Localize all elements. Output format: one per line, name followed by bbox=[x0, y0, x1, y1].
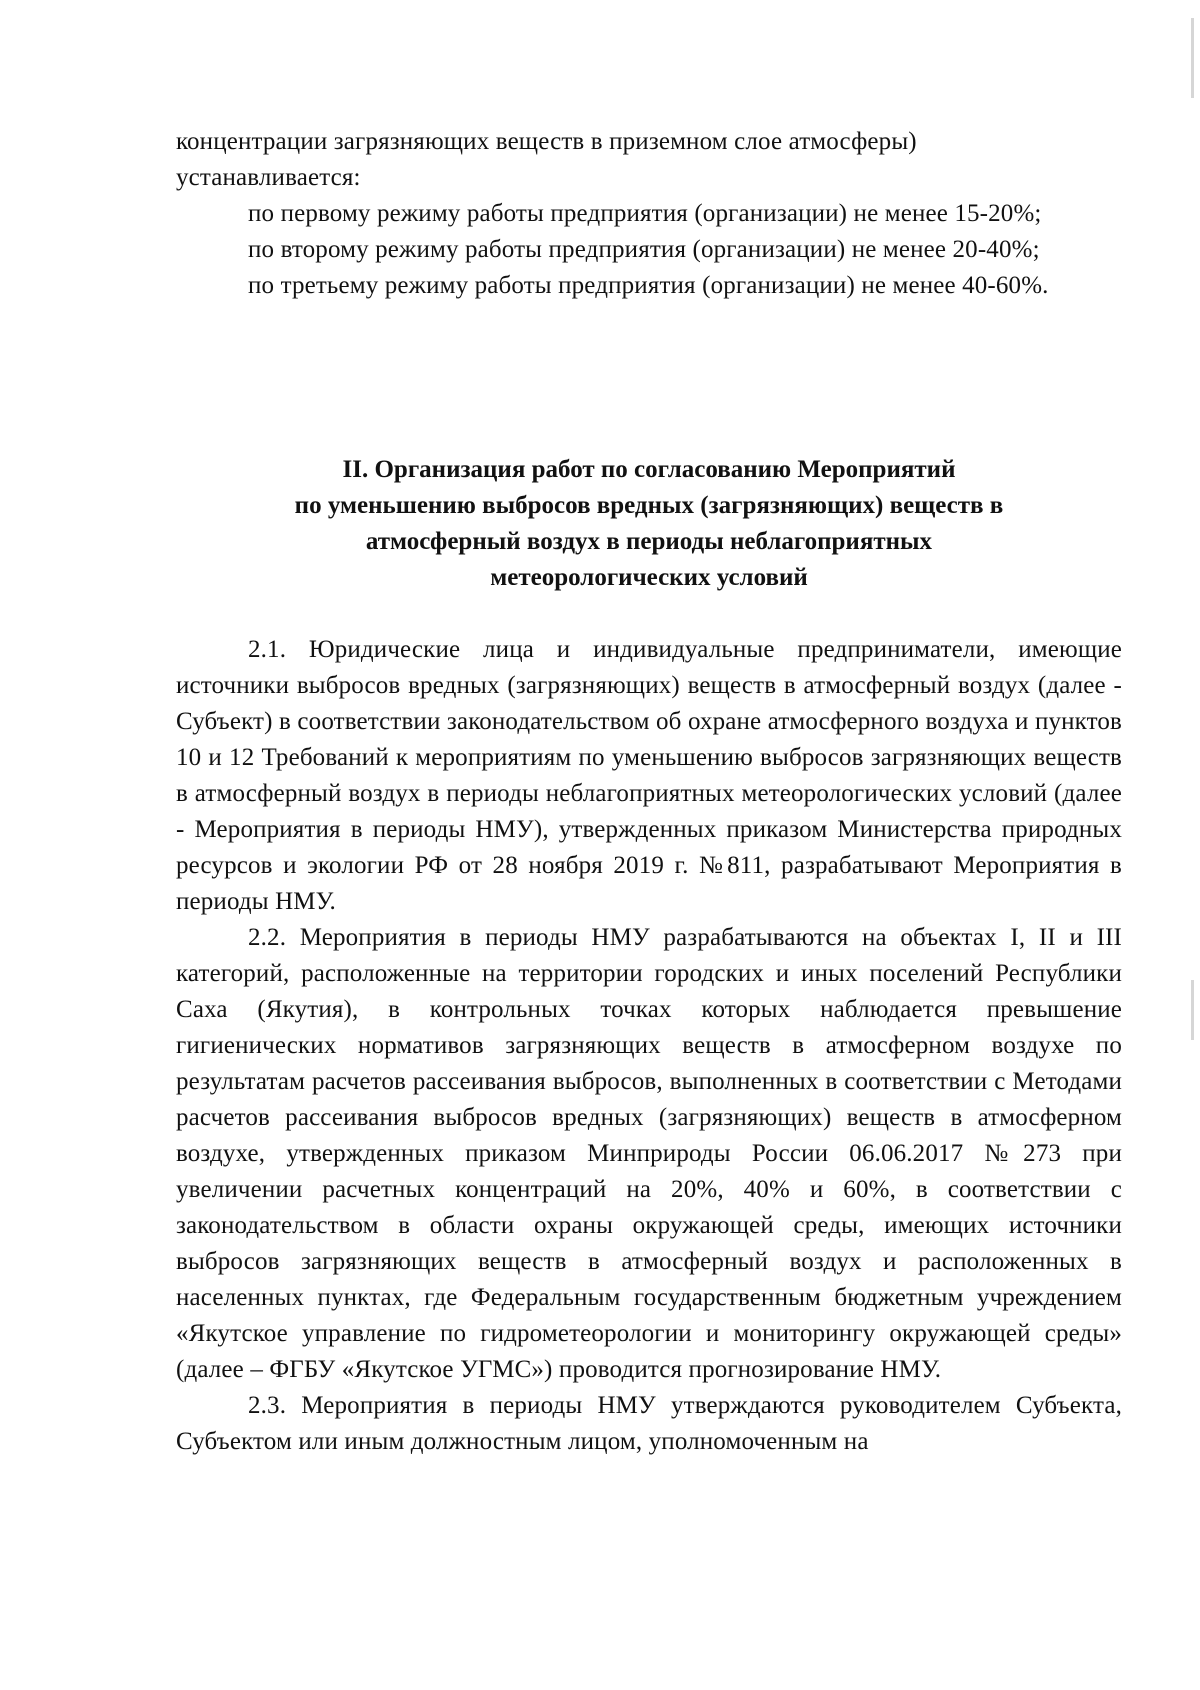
intro-block bbox=[176, 124, 1122, 304]
paragraph-2-3: 2.3. Мероприятия в периоды НМУ утверждаются руководителем Субъекта, Субъектом или иным должностным лицом, уполномоченным на bbox=[176, 1392, 1122, 1455]
paragraph-2-1: 2.1. Юридические лица и индивидуальные предприниматели, имеющие источники выбросов вредных (загрязняющих) веществ в атмосферный воздух (далее - Субъект) в соответствии законодательством об охране атмосферного воздуха и пунктов 10 и 12 Требований к мероприятиям по уменьшению выбросов загрязняющих веществ в атмосферный воздух в периоды неблагоприятных метеорологических условий (далее - Мероприятия в периоды НМУ), утвержденных приказом Министерства природных ресурсов и экологии РФ от 28 ноября 2019 г. №811, разрабатывают Мероприятия в периоды НМУ. bbox=[176, 636, 1122, 915]
section-body bbox=[176, 632, 1122, 1460]
scan-edge-mark bbox=[1191, 18, 1194, 98]
section-heading bbox=[176, 452, 1122, 596]
paragraph-2-2: 2.2. Мероприятия в периоды НМУ разрабатываются на объектах I, II и III категорий, расположенные на территории городских и иных поселений Республики Саха (Якутия), в контрольных точках которых наблюдается превышение гигиенических нормативов загрязняющих веществ в атмосферном воздухе по результатам расчетов рассеивания выбросов, выполненных в соответствии с Методами расчетов рассеивания выбросов вредных (загрязняющих) веществ в атмосферном воздухе, утвержденных приказом Минприроды России 06.06.2017 №273 при увеличении расчетных концентраций на 20%, 40% и 60%, в соответствии с законодательством в области охраны окружающей среды, имеющих источники выбросов загрязняющих веществ в атмосферный воздух и расположенных в населенных пунктах, где Федеральным государственным бюджетным учреждением «Якутское управление по гидрометеорологии и мониторингу окружающей среды» (далее – ФГБУ «Якутское УГМС») проводится прогнозирование НМУ. bbox=[176, 924, 1122, 1383]
intro-line-1: концентрации загрязняющих веществ в приземном слое атмосферы) bbox=[176, 128, 917, 155]
section-heading-line-1: II. Организация работ по согласованию Мероприятий bbox=[342, 456, 956, 483]
section-heading-line-3: атмосферный воздух в периоды неблагоприятных bbox=[365, 528, 933, 555]
mode-2-text: по второму режиму работы предприятия (организации) не менее 20-40%; bbox=[248, 236, 1040, 263]
mode-3-text: по третьему режиму работы предприятия (организации) не менее 40-60%. bbox=[248, 272, 1049, 299]
section-heading-line-2: по уменьшению выбросов вредных (загрязняющих) веществ в bbox=[294, 492, 1004, 519]
scan-edge-mark bbox=[1191, 980, 1194, 1040]
section-heading-line-4: метеорологических условий bbox=[490, 564, 808, 591]
intro-text bbox=[176, 124, 1122, 196]
mode-1-text: по первому режиму работы предприятия (организации) не менее 15-20%; bbox=[248, 200, 1042, 227]
intro-line-2: устанавливается: bbox=[176, 164, 361, 191]
